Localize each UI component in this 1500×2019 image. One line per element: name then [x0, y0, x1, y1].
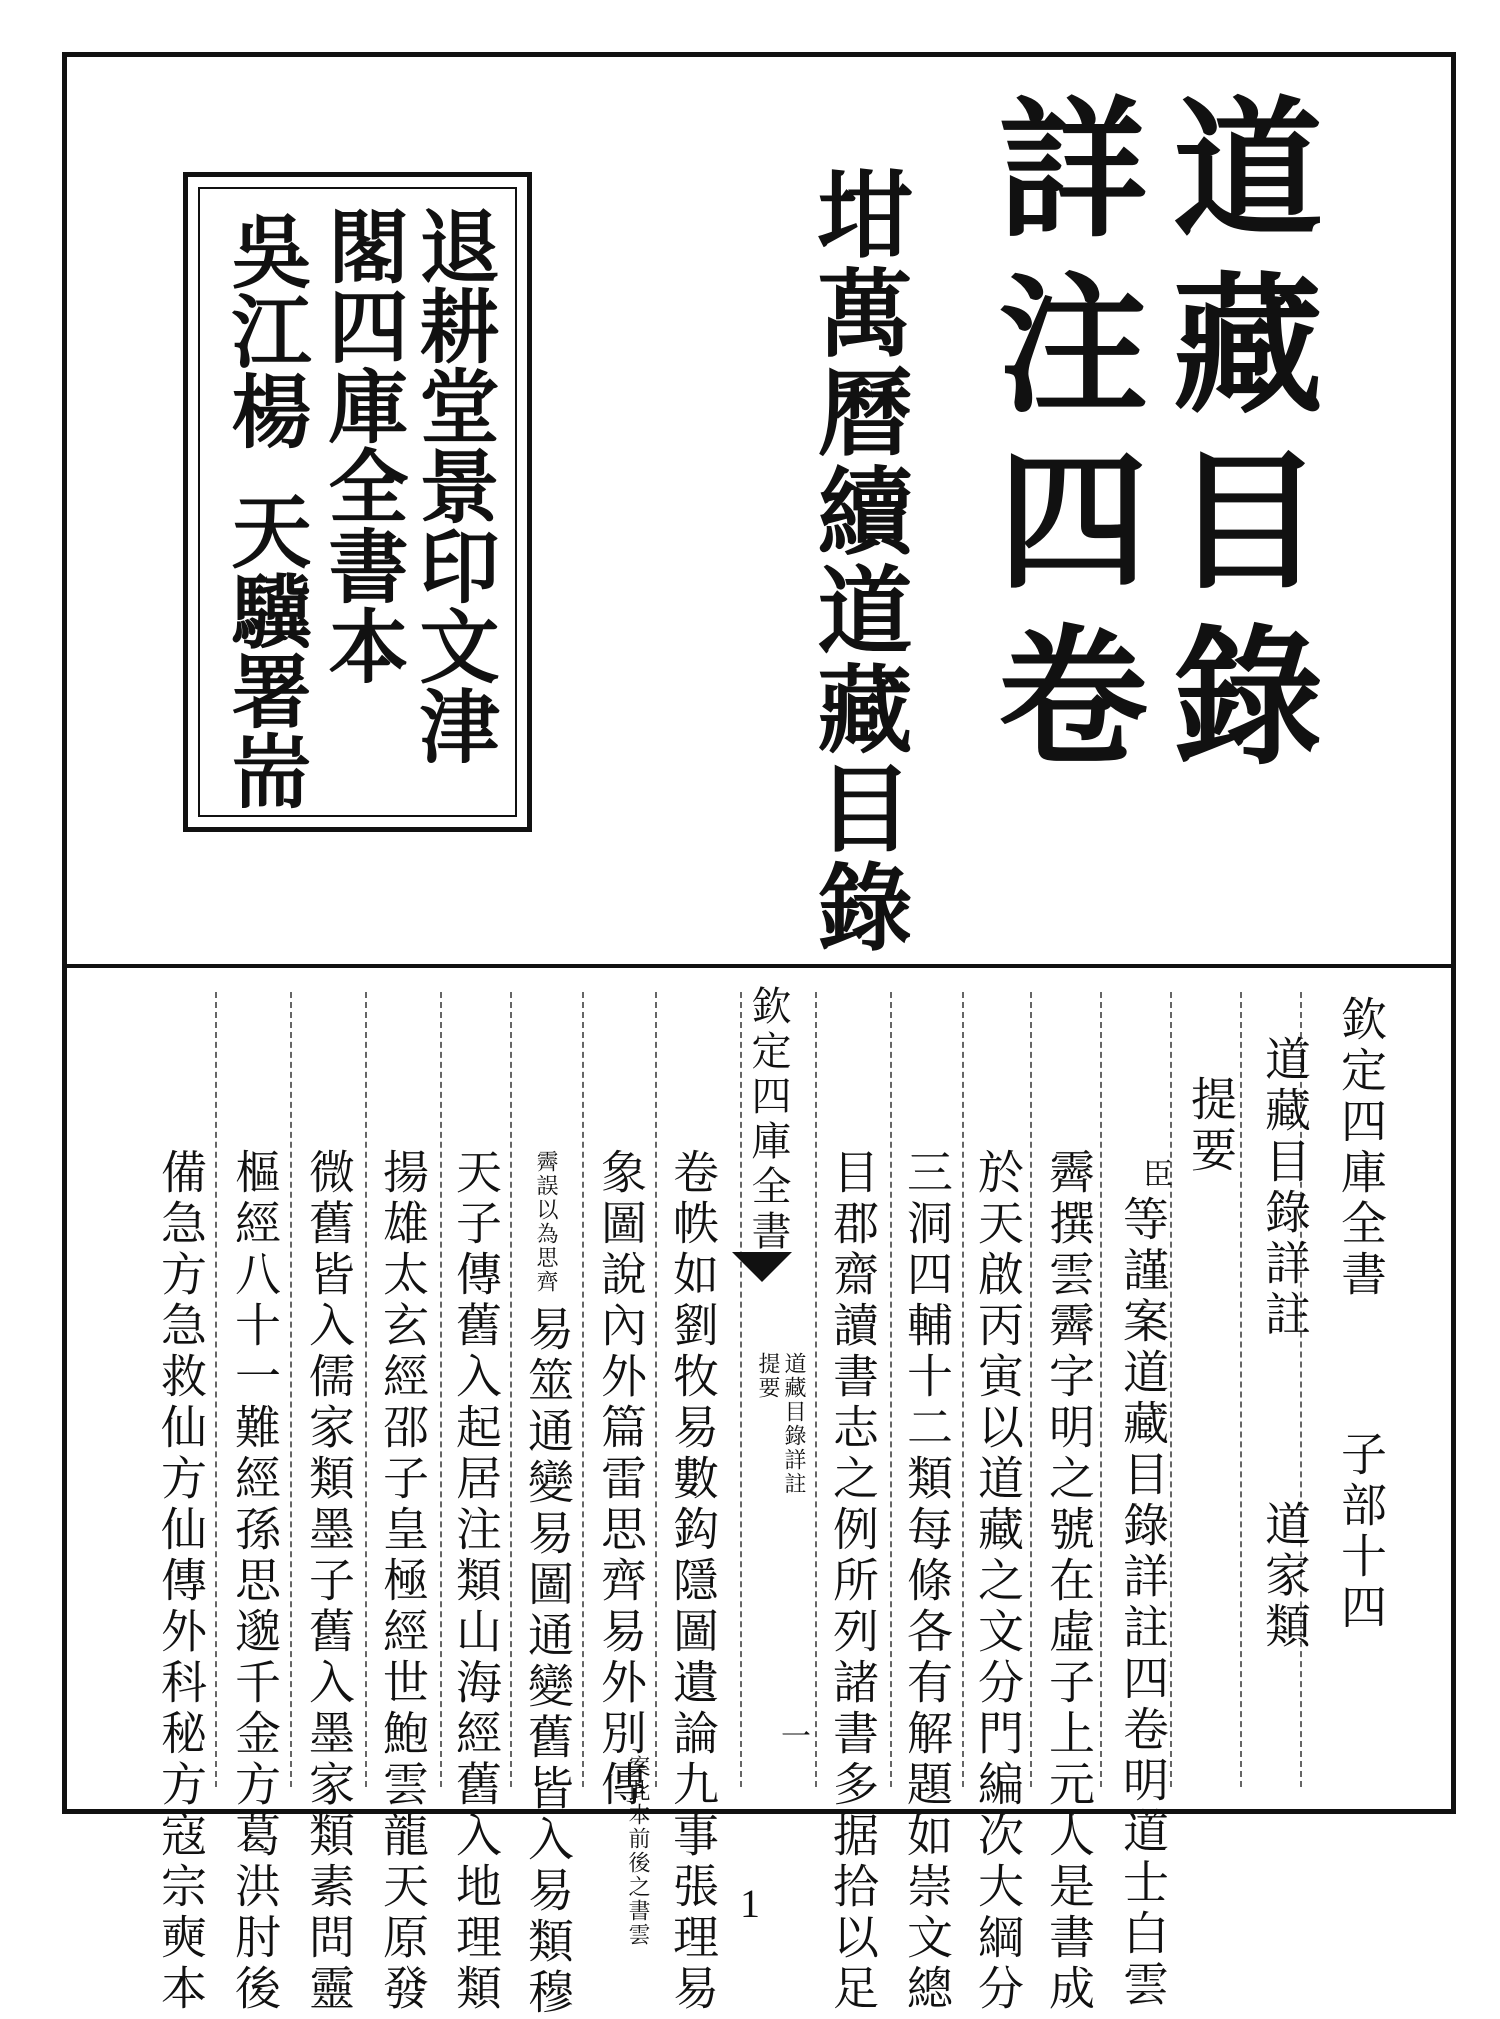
column-rule: [1030, 992, 1032, 1787]
column-rule: [962, 992, 964, 1787]
edition-label-line-3: [218, 210, 312, 810]
subtitle: 坩萬曆續道藏目錄: [802, 165, 913, 957]
column-rule: [215, 992, 217, 1787]
column-rule: [890, 992, 892, 1787]
text-column: 霽撰雲霽字明之號在虛子上元人是書成: [1042, 1148, 1096, 2015]
fish-tail-mark: [732, 1252, 792, 1282]
center-book-title: 道藏目錄詳註: [781, 1352, 806, 1496]
calligrapher-name: 吳江楊: [218, 210, 312, 450]
text-column: 於天啟丙寅以道藏之文分門編次大綱分: [971, 1148, 1025, 2015]
text-column: 天子傳舊入起居注類山海經舊入地理類: [449, 1148, 503, 2015]
main-title-left: 詳注四卷: [972, 90, 1148, 794]
column-rule: [740, 992, 742, 1787]
main-title-right: 道藏目錄: [1147, 90, 1323, 794]
book-title: 道藏目錄詳註: [1258, 1035, 1312, 1341]
edition-label-line-2: 閣四庫全書本: [315, 205, 409, 685]
text-column: 備急方急救仙方仙傳外科秘方寇宗奭本: [154, 1148, 208, 2015]
column-rule: [655, 992, 657, 1787]
column-rule: [365, 992, 367, 1787]
column-rule: [440, 992, 442, 1787]
column-rule: [815, 992, 817, 1787]
center-juan: 提要: [755, 1352, 780, 1400]
text-column: 揚雄太玄經邵子皇極經世鮑雲龍天原發: [376, 1148, 430, 2015]
category: 道家類: [1258, 1500, 1312, 1653]
column-rule: [582, 992, 584, 1787]
page-number: 1: [740, 1881, 760, 1926]
page-divider: [62, 964, 1456, 968]
tiyao-heading: 提要: [1184, 1075, 1238, 1177]
text-column: 卷帙如劉牧易數鈎隱圖遺論九事張理易: [666, 1148, 720, 2015]
header-title: 欽定四庫全書: [1334, 995, 1388, 1301]
center-title: 欽定四庫全書: [745, 985, 791, 1255]
edition-label-line-1: 退耕堂景印文津: [406, 205, 500, 765]
column-rule: [290, 992, 292, 1787]
column-rule: [510, 992, 512, 1787]
text-column: 象圖說內外篇雷思齊易外別傳: [594, 1148, 648, 1811]
column-rule: [1170, 992, 1172, 1787]
center-page-number: 一: [775, 1720, 810, 1750]
text-column: 樞經八十一難經孫思邈千金方葛洪肘後: [228, 1148, 282, 2015]
text-column: 三洞四輔十二類每條各有解題如崇文總: [900, 1148, 954, 2015]
text-column: 目郡齋讀書志之例所列諸書多据拾以足: [826, 1148, 880, 2015]
calligrapher-signature: 天驥署耑: [218, 490, 312, 810]
text-column: 微舊皆入儒家類墨子舊入墨家類素問靈: [302, 1148, 356, 2015]
text-column: 易筮通變易圖通變舊皆入易類穆: [521, 1305, 575, 2019]
column-rule: [1240, 992, 1242, 1787]
interlinear-note: 案此本前後之書雲: [625, 1755, 650, 1947]
chen-mark: 臣: [1137, 1158, 1172, 1188]
text-column: 等謹案道藏目錄詳註四卷明道士白雲: [1116, 1195, 1170, 2011]
interlinear-note: 霽誤以為思齊: [533, 1150, 558, 1294]
header-section: 子部十四: [1334, 1430, 1388, 1634]
column-rule: [1100, 992, 1102, 1787]
